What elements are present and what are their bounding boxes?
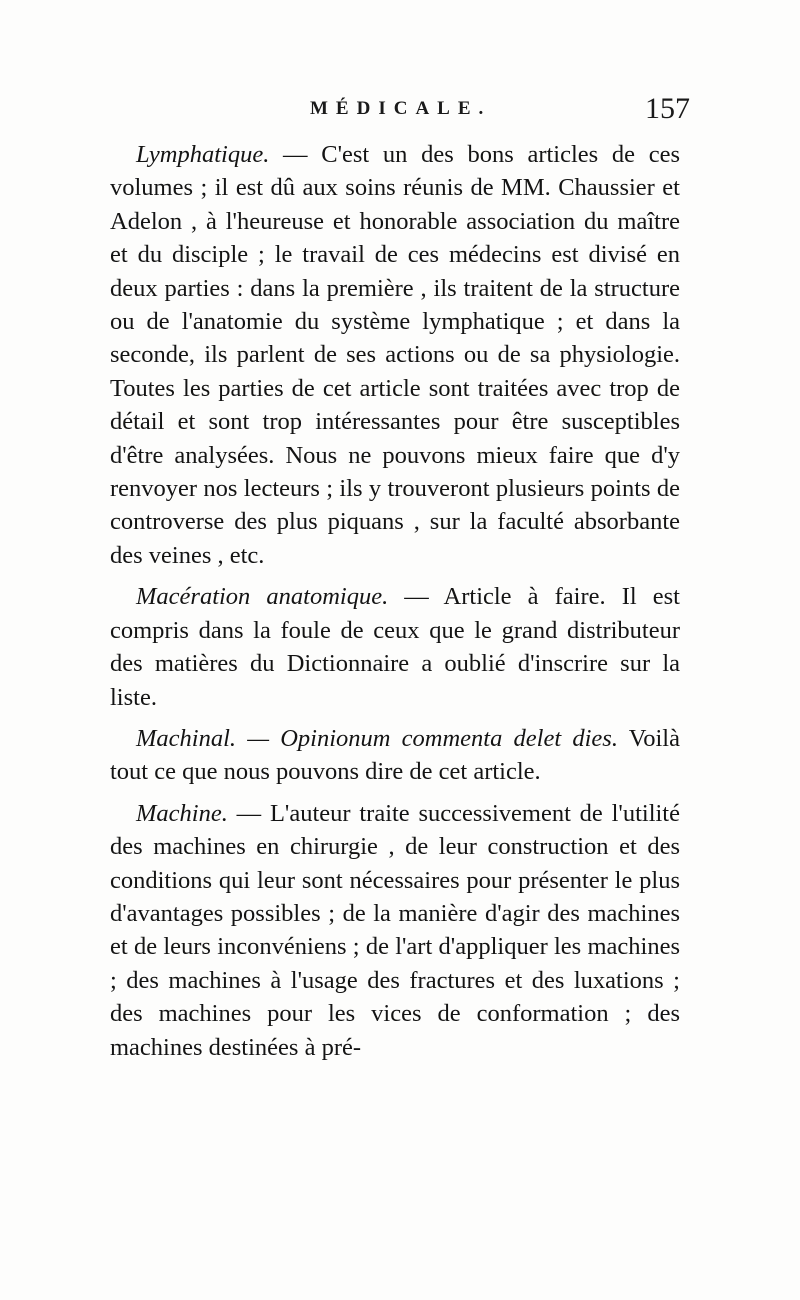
entry-text: — Article à faire. Il est compris dans la foule de ceux que le grand distributeur des matières du Dictionnaire a oublié d'inscrire sur la liste. — [110, 583, 680, 711]
entry-quote: — Opinionum commenta delet dies. — [236, 724, 618, 752]
entry-term: Machine. — [136, 799, 228, 827]
entry-maceration — [110, 580, 680, 714]
running-head — [110, 92, 710, 132]
entry-machine — [110, 797, 680, 1064]
entry-term: Lymphatique. — [136, 141, 270, 168]
entry-text: — L'auteur traite successivement de l'utilité des machines en chirurgie , de leur construction et des conditions qui leur sont nécessaires pour présenter le plus d'avantages possibles ; de la manière d'agir des machines et de leurs inconvéniens ; de l'art d'appliquer les machines ; des machines à l'usage des fractures et des luxations ; des machines pour les vices de conformation ; des machines destinées à pré- — [110, 799, 680, 1061]
running-title: MÉDICALE. — [310, 98, 492, 119]
entry-lymphatique — [110, 138, 680, 572]
body-text — [110, 138, 680, 1072]
entry-term: Macération anatomique. — [136, 583, 389, 611]
entry-term: Machinal. — [136, 724, 237, 752]
entry-text: — C'est un des bons articles de ces volumes ; il est dû aux soins réunis de MM. Chaussier et Adelon , à l'heureuse et honorable association du maître et du disciple ; le travail de ces médecins est divisé en deux parties : dans la première , ils traitent de la structure ou de l'anatomie du système lymphatique ; et dans la seconde, ils parlent de ses actions ou de sa physiologie. Toutes les parties de cet article sont traitées avec trop de détail et sont trop intéressantes pour être susceptibles d'être analysées. Nous ne pouvons mieux faire que d'y renvoyer nos lecteurs ; ils y trouveront plusieurs points de controverse des plus piquans , sur la faculté absorbante des veines , etc. — [110, 141, 680, 569]
entry-text: Voilà tout ce que nous pouvons dire de cet article. — [110, 724, 680, 786]
entry-machinal — [110, 722, 680, 789]
page-number: 157 — [645, 92, 690, 125]
